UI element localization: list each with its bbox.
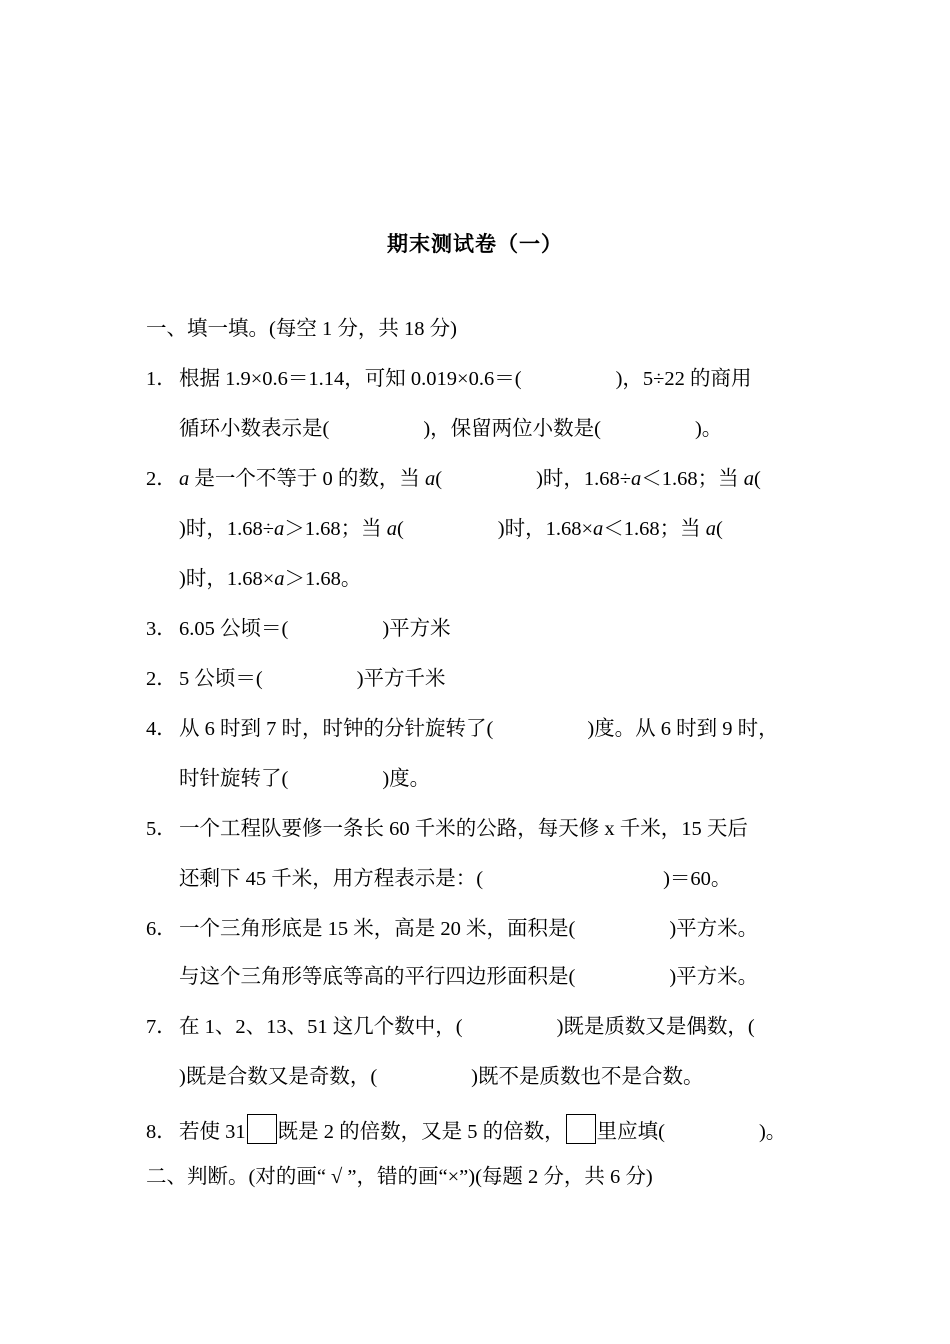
question-text: )＝60。 [663,868,732,890]
question-5-line-2 [179,866,731,892]
question-text: ＜1.68；当 [641,468,744,490]
variable: a [273,518,285,540]
question-number: 2． [146,668,177,690]
question-text: 6.05 公顷＝( [179,618,289,640]
variable: a [425,468,436,490]
question-text: ( [716,518,723,540]
question-text: 里应填( [596,1121,665,1143]
question-7-line-1 [146,1014,755,1040]
question-text: 若使 31 [179,1121,246,1143]
digit-box[interactable] [247,1114,277,1144]
question-text: )既是合数又是奇数，( [179,1066,378,1088]
question-text: 是一个不等于 0 的数，当 [189,468,425,490]
question-text: )，保留两位小数是( [423,418,601,440]
question-number: 2． [146,468,177,490]
digit-box[interactable] [566,1114,596,1144]
section-1-heading: 一、填一填。(每空 1 分，共 18 分) [146,318,457,340]
question-text: 5 公顷＝( [179,668,263,690]
question-6-line-1 [146,916,758,942]
question-number: 1． [146,368,177,390]
question-text: )既不是质数也不是合数。 [471,1066,704,1088]
question-number: 4． [146,718,177,740]
question-text: )时，1.68÷ [179,518,274,540]
variable: a [743,468,755,490]
question-2-line-1 [146,466,761,492]
question-text: 与这个三角形等底等高的平行四边形面积是( [179,966,576,988]
question-text: )时，1.68÷ [536,468,632,490]
question-number: 8． [146,1121,177,1143]
question-text: ( [435,468,443,490]
question-text: )时，1.68× [179,568,275,590]
question-4-line-1 [146,716,779,742]
question-text: 一个工程队要修一条长 60 千米的公路，每天修 x 千米，15 天后 [179,818,748,840]
question-1-line-1 [146,366,752,392]
question-text: )，5÷22 的商用 [615,368,752,390]
variable: a [705,518,717,540]
question-text: 时针旋转了( [179,768,289,790]
variable: a [593,518,604,540]
question-text: )平方米。 [669,966,759,988]
question-text: )度。从 6 时到 9 时， [587,718,779,740]
question-text: ＞1.68。 [284,568,362,590]
question-4-line-2 [179,766,430,792]
question-number: 5． [146,818,177,840]
section-2-heading: 二、判断。(对的画“ √ ”，错的画“×”)(每题 2 分，共 6 分) [146,1166,653,1188]
question-text: )平方米。 [669,918,759,940]
question-text: ( [754,468,761,490]
question-2-line-3 [179,566,361,592]
question-6-line-2 [179,964,758,990]
variable: a [274,568,285,590]
question-number: 7． [146,1016,177,1038]
question-text: 还剩下 45 千米，用方程表示是：( [179,868,484,890]
question-text: )时，1.68× [497,518,594,540]
question-text: )度。 [382,768,431,790]
question-text: 一个三角形底是 15 米，高是 20 米，面积是( [179,918,576,940]
question-3 [146,616,451,642]
variable: a [386,518,397,540]
question-2-line-2 [179,516,723,542]
variable: a [631,468,642,490]
question-text: )平方千米 [356,668,446,690]
question-text: ＞1.68；当 [284,518,387,540]
variable: a [179,468,190,490]
question-7-line-2 [179,1064,703,1090]
question-3b [146,666,446,692]
question-text: 既是 2 的倍数，又是 5 的倍数， [277,1121,565,1143]
question-text: 循环小数表示是( [179,418,330,440]
question-8 [146,1114,787,1143]
question-text: )既是质数又是偶数，( [556,1016,755,1038]
question-text: )。 [758,1121,787,1143]
page-title: 期末测试卷（一） [387,232,563,256]
question-text: )平方米 [382,618,451,640]
question-text: 从 6 时到 7 时，时钟的分针旋转了( [179,718,494,740]
question-1-line-2 [179,416,722,442]
question-text: )。 [694,418,723,440]
question-number: 6． [146,918,177,940]
question-text: ＜1.68；当 [603,518,706,540]
question-text: 在 1、2、13、51 这几个数中，( [179,1016,463,1038]
question-5-line-1 [146,816,748,842]
question-text: ( [396,518,404,540]
question-number: 3． [146,618,177,640]
question-text: 根据 1.9×0.6＝1.14，可知 0.019×0.6＝( [179,368,522,390]
